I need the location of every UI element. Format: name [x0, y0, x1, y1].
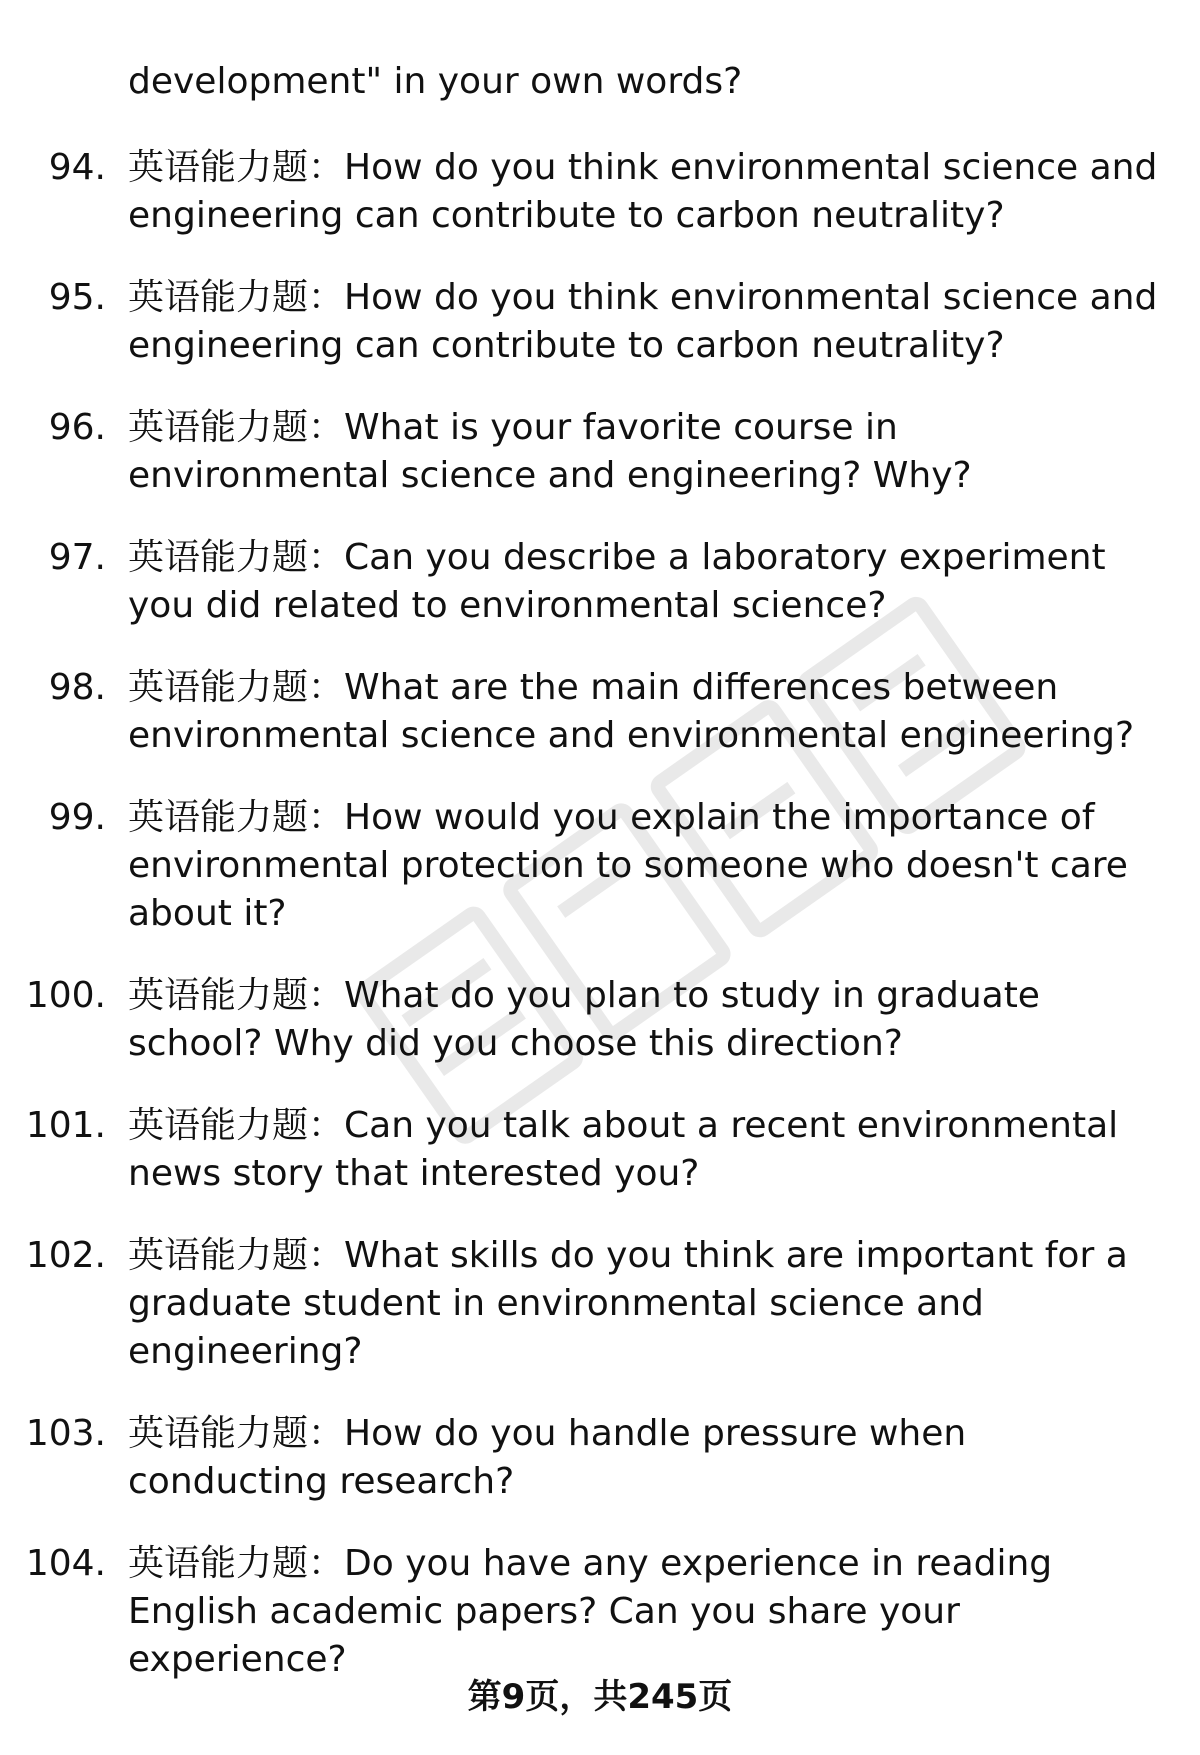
question-text: 英语能力题：What do you plan to study in graduate school? Why did you choose this direction?	[128, 975, 1040, 1064]
question-item	[0, 534, 1200, 630]
question-number: 102.	[25, 1235, 106, 1276]
question-text: 英语能力题：What are the main differences between environmental science and environmental engineering?	[128, 667, 1135, 756]
question-item	[0, 1102, 1200, 1198]
question-number: 95.	[48, 277, 106, 318]
question-number: 99.	[48, 797, 106, 838]
question-item	[0, 794, 1200, 938]
question-number: 103.	[25, 1413, 106, 1454]
question-item	[0, 972, 1200, 1068]
question-number: 104.	[25, 1543, 106, 1584]
question-text: 英语能力题：Can you describe a laboratory experiment you did related to environmental science?	[128, 537, 1106, 626]
question-number: 98.	[48, 667, 106, 708]
question-text: 英语能力题：Do you have any experience in reading English academic papers? Can you share your experience?	[128, 1543, 1053, 1680]
question-text: 英语能力题：How do you think environmental science and engineering can contribute to carbon neutrality?	[128, 147, 1158, 236]
question-item	[0, 664, 1200, 760]
question-text: 英语能力题：What skills do you think are important for a graduate student in environmental science and engineering?	[128, 1235, 1128, 1372]
question-number: 100.	[25, 975, 106, 1016]
question-text: 英语能力题：Can you talk about a recent environmental news story that interested you?	[128, 1105, 1119, 1194]
continued-question-text: development" in your own words?	[128, 61, 743, 102]
question-item	[0, 274, 1200, 370]
question-number: 97.	[48, 537, 106, 578]
question-number: 96.	[48, 407, 106, 448]
question-item	[0, 1232, 1200, 1376]
question-text: 英语能力题：How do you handle pressure when conducting research?	[128, 1413, 967, 1502]
page-footer: 第9页，共245页	[467, 1677, 733, 1717]
question-item	[0, 1410, 1200, 1506]
question-number: 94.	[48, 147, 106, 188]
question-item	[0, 404, 1200, 500]
question-item	[0, 1540, 1200, 1684]
question-text: 英语能力题：What is your favorite course in environmental science and engineering? Why?	[128, 407, 972, 496]
question-list	[0, 144, 1200, 1718]
question-number: 101.	[25, 1105, 106, 1146]
question-text: 英语能力题：How do you think environmental science and engineering can contribute to carbon neutrality?	[128, 277, 1158, 366]
question-text: 英语能力题：How would you explain the importance of environmental protection to someone who doesn't care about it?	[128, 797, 1128, 934]
question-item	[0, 144, 1200, 240]
